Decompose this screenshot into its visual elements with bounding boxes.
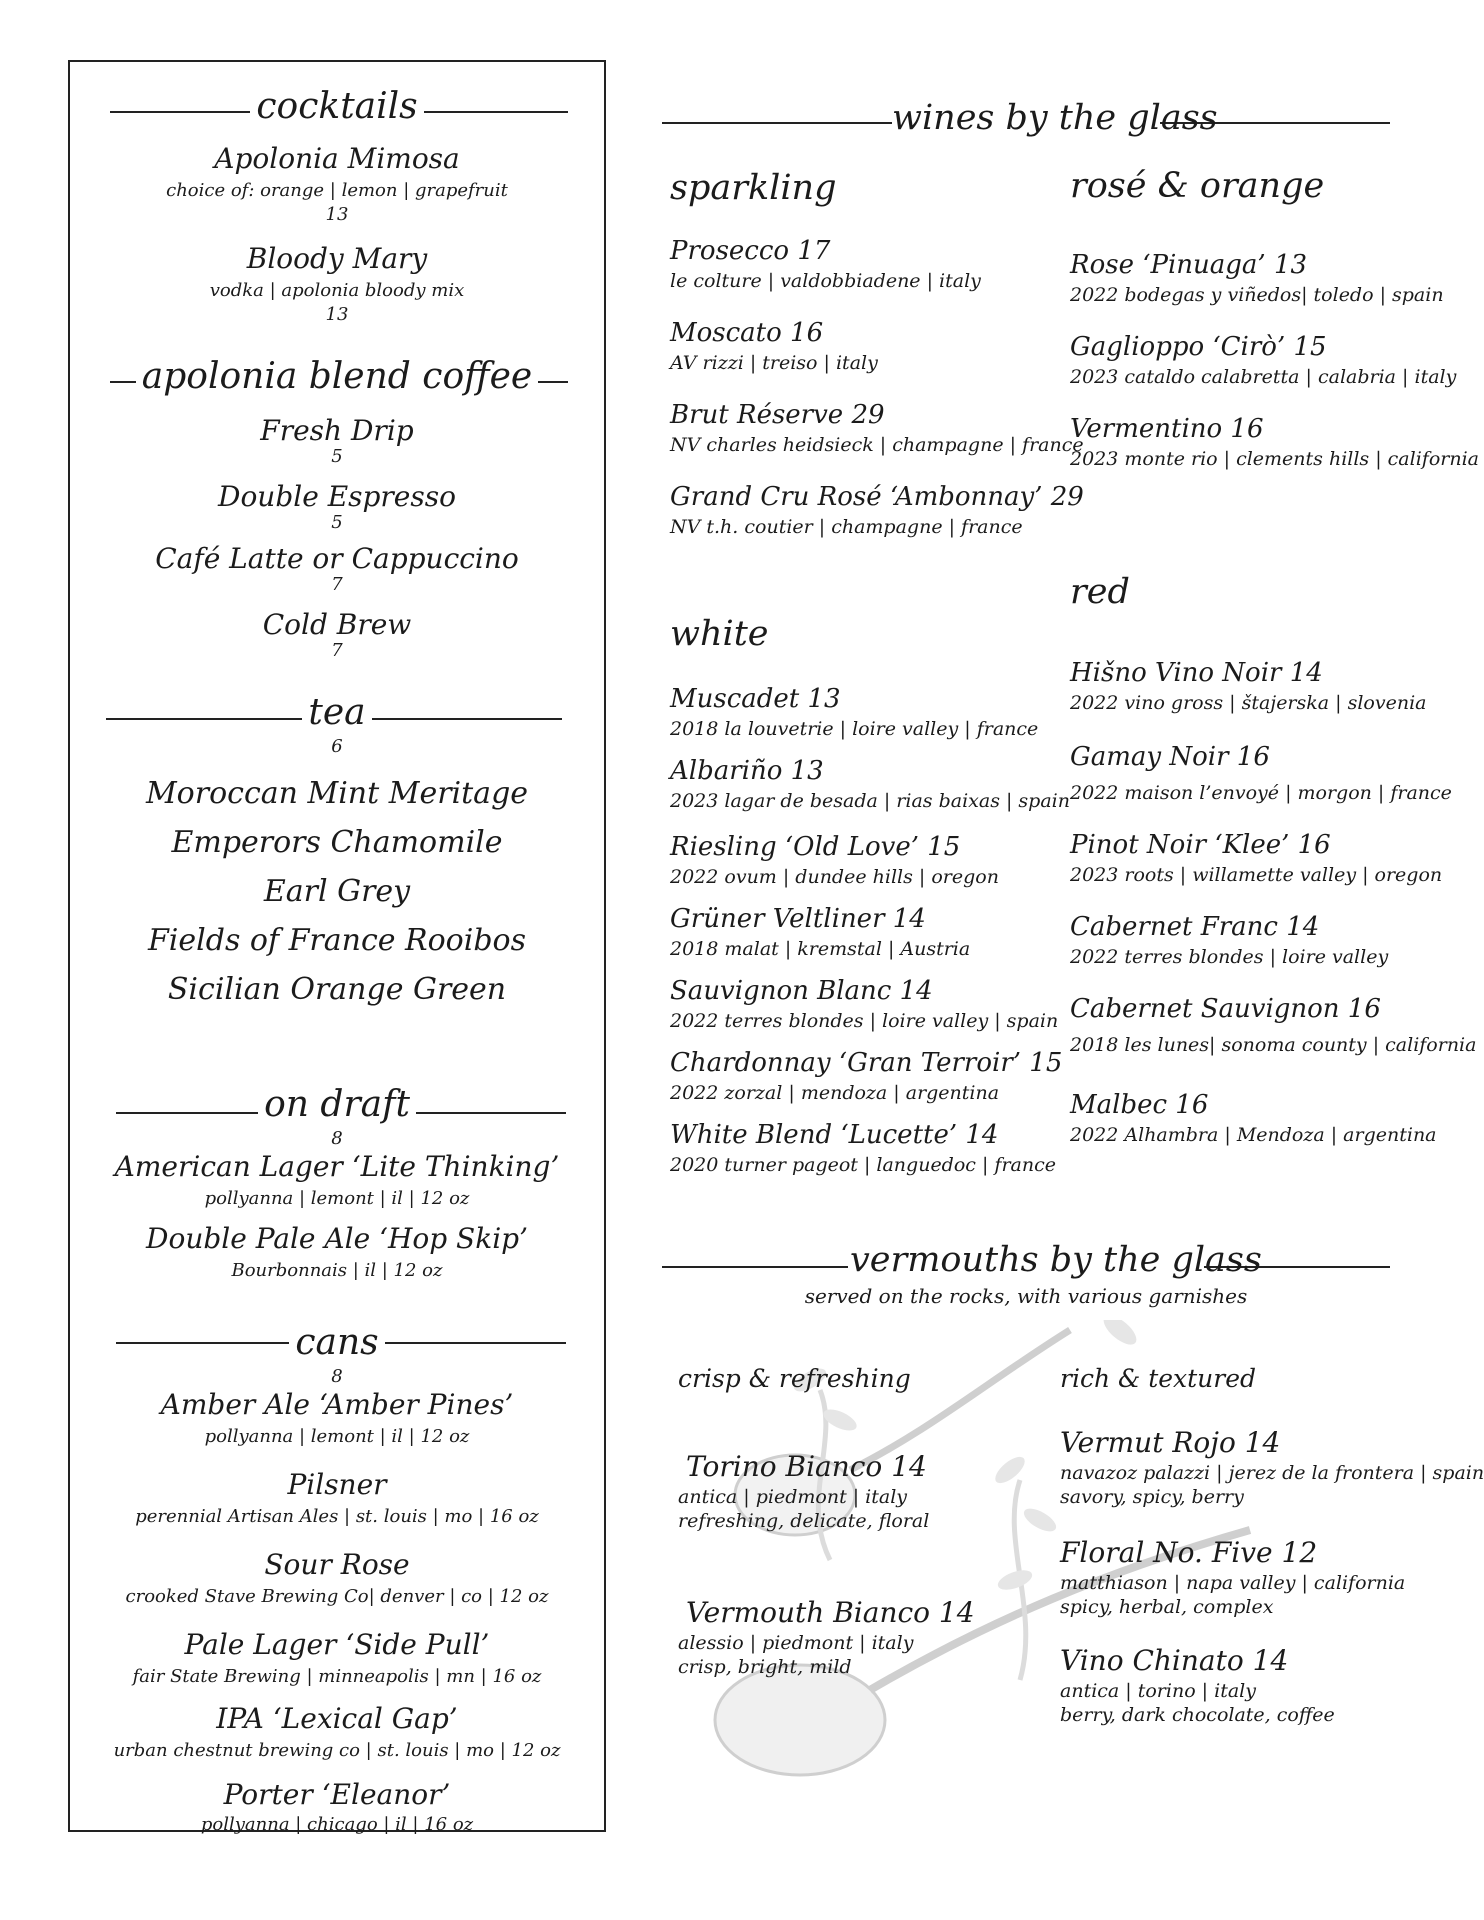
section-title-tea: tea — [68, 692, 606, 733]
wine-name: Albariño 13 — [670, 756, 824, 786]
vermouth-notes: refreshing, delicate, floral — [678, 1510, 930, 1532]
cans-price: 8 — [331, 1366, 343, 1387]
menu-item-name: Café Latte or Cappuccino — [155, 542, 519, 575]
wine-name: Pinot Noir ‘Klee’ 16 — [1070, 830, 1331, 860]
wine-category-red: red — [1070, 572, 1130, 612]
vermouth-desc: antica | torino | italy — [1060, 1680, 1256, 1702]
tea-item: Sicilian Orange Green — [167, 972, 507, 1007]
wine-name: Gaglioppo ‘Cirò’ 15 — [1070, 332, 1327, 362]
menu-item-name: Pilsner — [287, 1468, 387, 1501]
wine-name: Sauvignon Blanc 14 — [670, 976, 933, 1006]
menu-item-desc: urban chestnut brewing co | st. louis | mo | 12 oz — [113, 1740, 561, 1761]
menu-item-price: 7 — [331, 574, 343, 595]
menu-item-name: IPA ‘Lexical Gap’ — [216, 1702, 458, 1735]
menu-item-name: Bloody Mary — [246, 242, 428, 275]
wine-name: White Blend ‘Lucette’ 14 — [670, 1120, 999, 1150]
wine-name: Hišno Vino Noir 14 — [1070, 658, 1323, 688]
menu-item-desc: Bourbonnais | il | 12 oz — [231, 1260, 443, 1281]
vermouth-desc: antica | piedmont | italy — [678, 1486, 908, 1508]
wine-desc: 2018 les lunes| sonoma county | california — [1070, 1034, 1477, 1056]
wine-name: Brut Réserve 29 — [670, 400, 885, 430]
menu-item-price: 5 — [331, 446, 343, 467]
wine-desc: 2022 ovum | dundee hills | oregon — [670, 866, 999, 888]
wine-desc: le colture | valdobbiadene | italy — [670, 270, 981, 292]
wine-category-rose: rosé & orange — [1070, 166, 1325, 206]
wine-name: Cabernet Franc 14 — [1070, 912, 1320, 942]
menu-item-name: Fresh Drip — [260, 414, 414, 447]
menu-item-name: Cold Brew — [262, 608, 412, 641]
wine-category-sparkling: sparkling — [670, 168, 837, 208]
menu-item-price: 13 — [325, 304, 349, 325]
vermouth-notes: spicy, herbal, complex — [1060, 1596, 1274, 1618]
vermouth-notes: crisp, bright, mild — [678, 1656, 852, 1678]
wine-desc: 2022 bodegas y viñedos| toledo | spain — [1070, 284, 1444, 306]
wine-desc: 2023 roots | willamette valley | oregon — [1070, 864, 1443, 886]
menu-item-name: Porter ‘Eleanor’ — [223, 1778, 451, 1811]
wine-name: Gamay Noir 16 — [1070, 742, 1270, 772]
wine-name: Moscato 16 — [670, 318, 824, 348]
vermouth-name: Vermouth Bianco 14 — [686, 1596, 975, 1629]
menu-item-price: 13 — [325, 204, 349, 225]
menu-item-desc: pollyanna | chicago | il | 16 oz — [200, 1814, 474, 1835]
menu-item-desc: pollyanna | lemont | il | 12 oz — [204, 1426, 470, 1447]
menu-item-name: Pale Lager ‘Side Pull’ — [184, 1628, 490, 1661]
wine-name: Muscadet 13 — [670, 684, 841, 714]
wine-name: Riesling ‘Old Love’ 15 — [670, 832, 961, 862]
section-title-draft: on draft — [68, 1084, 606, 1125]
wine-desc: 2022 terres blondes | loire valley — [1070, 946, 1389, 968]
menu-item-name: Double Pale Ale ‘Hop Skip’ — [146, 1222, 528, 1255]
vermouth-name: Floral No. Five 12 — [1060, 1536, 1318, 1569]
menu-item-name: Sour Rose — [264, 1548, 410, 1581]
wine-category-white: white — [670, 614, 769, 654]
vermouth-notes: berry, dark chocolate, coffee — [1060, 1704, 1335, 1726]
divider — [662, 122, 892, 124]
menu-item-desc: vodka | apolonia bloody mix — [209, 280, 465, 301]
vermouth-desc: matthiason | napa valley | california — [1060, 1572, 1406, 1594]
vermouth-category-rich: rich & textured — [1060, 1364, 1257, 1393]
wine-name: Rose ‘Pinuaga’ 13 — [1070, 250, 1308, 280]
wine-name: Chardonnay ‘Gran Terroir’ 15 — [670, 1048, 1063, 1078]
wine-desc: 2022 terres blondes | loire valley | spain — [670, 1010, 1059, 1032]
tea-price: 6 — [331, 736, 343, 757]
menu-item-desc: crooked Stave Brewing Co| denver | co | 12 oz — [125, 1586, 549, 1607]
vermouth-desc: navazoz palazzi | jerez de la frontera | spain — [1060, 1462, 1484, 1484]
vermouth-name: Vino Chinato 14 — [1060, 1644, 1289, 1677]
vermouth-name: Torino Bianco 14 — [686, 1450, 927, 1483]
wine-name: Vermentino 16 — [1070, 414, 1264, 444]
wine-desc: NV charles heidsieck | champagne | france — [670, 434, 1084, 456]
section-title-vermouths: vermouths by the glass — [850, 1240, 1262, 1280]
section-title-cans: cans — [68, 1322, 606, 1363]
wine-desc: 2022 Alhambra | Mendoza | argentina — [1070, 1124, 1437, 1146]
menu-item-name: Apolonia Mimosa — [214, 142, 460, 175]
wine-desc: AV rizzi | treiso | italy — [670, 352, 878, 374]
draft-price: 8 — [331, 1128, 343, 1149]
tea-item: Emperors Chamomile — [171, 825, 503, 860]
wine-desc: 2022 maison l’envoyé | morgon | france — [1070, 782, 1452, 804]
divider — [662, 1266, 848, 1268]
menu-item-name: American Lager ‘Lite Thinking’ — [114, 1150, 560, 1183]
vermouth-name: Vermut Rojo 14 — [1060, 1426, 1281, 1459]
vermouth-notes: savory, spicy, berry — [1060, 1486, 1244, 1508]
menu-item-name: Double Espresso — [218, 480, 456, 513]
wine-desc: 2023 cataldo calabretta | calabria | italy — [1070, 366, 1457, 388]
menu-item-price: 5 — [331, 512, 343, 533]
wine-name: Cabernet Sauvignon 16 — [1070, 994, 1381, 1024]
wine-desc: 2020 turner pageot | languedoc | france — [670, 1154, 1056, 1176]
wine-desc: 2022 vino gross | štajerska | slovenia — [1070, 692, 1427, 714]
wine-desc: 2022 zorzal | mendoza | argentina — [670, 1082, 1000, 1104]
wine-name: Grand Cru Rosé ‘Ambonnay’ 29 — [670, 482, 1084, 512]
wine-desc: 2018 malat | kremstal | Austria — [670, 938, 971, 960]
vermouths-subtitle: served on the rocks, with various garnishes — [804, 1284, 1248, 1308]
wine-name: Prosecco 17 — [670, 236, 831, 266]
menu-item-desc: fair State Brewing | minneapolis | mn | 16 oz — [132, 1666, 542, 1687]
menu-item-price: 7 — [331, 640, 343, 661]
tea-item: Earl Grey — [263, 874, 411, 909]
wine-desc: 2018 la louvetrie | loire valley | france — [670, 718, 1039, 740]
tea-item: Moroccan Mint Meritage — [145, 776, 529, 811]
vermouth-desc: alessio | piedmont | italy — [678, 1632, 914, 1654]
section-title-wines: wines by the glass — [892, 98, 1218, 138]
menu-item-desc: pollyanna | lemont | il | 12 oz — [204, 1188, 470, 1209]
wine-desc: NV t.h. coutier | champagne | france — [670, 516, 1023, 538]
menu-item-desc: perennial Artisan Ales | st. louis | mo | 16 oz — [135, 1506, 539, 1527]
menu-item-name: Amber Ale ‘Amber Pines’ — [160, 1388, 514, 1421]
section-title-cocktails: cocktails — [68, 86, 606, 127]
vermouth-category-crisp: crisp & refreshing — [678, 1364, 911, 1393]
wine-name: Malbec 16 — [1070, 1090, 1209, 1120]
wine-desc: 2023 lagar de besada | rias baixas | spain — [670, 790, 1070, 812]
tea-item: Fields of France Rooibos — [147, 923, 527, 958]
wine-desc: 2023 monte rio | clements hills | california — [1070, 448, 1479, 470]
wine-name: Grüner Veltliner 14 — [670, 904, 926, 934]
menu-item-desc: choice of: orange | lemon | grapefruit — [166, 180, 508, 201]
section-title-coffee: apolonia blend coffee — [68, 356, 606, 397]
